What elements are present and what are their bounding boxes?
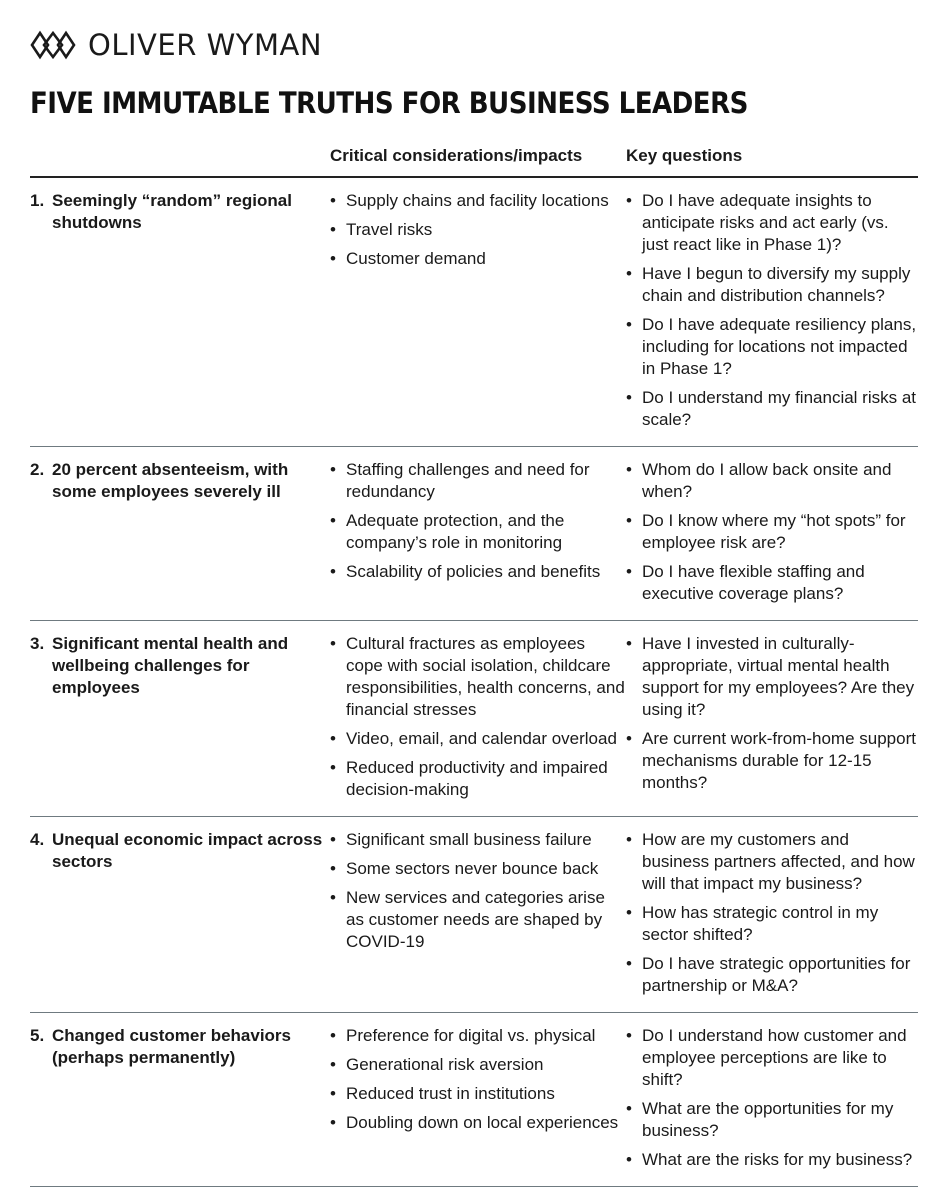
truth-number: 4. [30,830,45,849]
truth-text: Significant mental health and wellbeing challenges for employees [52,634,289,697]
truth-text: Seemingly “random” regional shutdowns [52,191,292,232]
truth-label [30,829,330,873]
truth-number: 2. [30,460,45,479]
brand-logo [30,28,322,62]
consideration-list [330,633,626,801]
question-item: • Have I begun to diversify my supply chain and distribution channels? [626,263,918,307]
consideration-item: • Reduced productivity and impaired decision-making [330,757,626,801]
consideration-list [330,829,626,953]
question-item: • Do I have flexible staffing and executive coverage plans? [626,561,918,605]
truth-label [30,1025,330,1069]
question-item: • Do I know where my “hot spots” for employee risk are? [626,510,918,554]
oliver-wyman-mark-icon [30,30,76,60]
question-cell [626,817,918,1013]
page-title: FIVE IMMUTABLE TRUTHS FOR BUSINESS LEADERS [30,86,748,120]
truths-table [30,144,918,1187]
question-item: • Whom do I allow back onsite and when? [626,459,918,503]
question-item: • Are current work-from-home support mechanisms durable for 12-15 months? [626,728,918,794]
question-item: • How are my customers and business partners affected, and how will that impact my business? [626,829,918,895]
consideration-cell [330,1013,626,1187]
column-header-questions: Key questions [626,146,743,165]
truth-cell [30,447,330,621]
consideration-item: • Generational risk aversion [330,1054,626,1076]
column-header-truth [30,144,330,177]
question-list [626,829,918,997]
table-row [30,447,918,621]
question-item: • Do I understand my financial risks at scale? [626,387,918,431]
consideration-item: • Doubling down on local experiences [330,1112,626,1134]
truth-text: Changed customer behaviors (perhaps permanently) [52,1026,292,1067]
table-row [30,621,918,817]
truth-cell [30,1013,330,1187]
truth-cell [30,817,330,1013]
question-item: • Do I have strategic opportunities for partnership or M&A? [626,953,918,997]
table-row [30,817,918,1013]
question-list [626,1025,918,1171]
question-item: • Do I understand how customer and employee perceptions are like to shift? [626,1025,918,1091]
consideration-list [330,190,626,270]
truth-label [30,459,330,503]
consideration-item: • Reduced trust in institutions [330,1083,626,1105]
truth-label [30,633,330,699]
truth-text: Unequal economic impact across sectors [52,830,323,871]
consideration-list [330,459,626,583]
logo-text: OLIVER WYMAN [88,28,323,62]
consideration-list [330,1025,626,1134]
consideration-cell [330,817,626,1013]
truth-cell [30,621,330,817]
truth-cell [30,177,330,447]
consideration-item: • New services and categories arise as customer needs are shaped by COVID-19 [330,887,626,953]
table-row [30,1013,918,1187]
truth-label [30,190,330,234]
question-cell [626,177,918,447]
consideration-item: • Travel risks [330,219,626,241]
column-header-considerations: Critical considerations/impacts [330,146,583,165]
truth-number: 1. [30,191,45,210]
consideration-item: • Supply chains and facility locations [330,190,626,212]
consideration-item: • Video, email, and calendar overload [330,728,626,750]
question-item: • Have I invested in culturally-appropriate, virtual mental health support for my employees? Are they using it? [626,633,918,721]
consideration-item: • Customer demand [330,248,626,270]
question-item: • How has strategic control in my sector shifted? [626,902,918,946]
table-body [30,177,918,1187]
consideration-item: • Adequate protection, and the company’s role in monitoring [330,510,626,554]
truth-number: 3. [30,634,45,653]
consideration-item: • Cultural fractures as employees cope with social isolation, childcare responsibilities, health concerns, and financial stresses [330,633,626,721]
question-item: • Do I have adequate insights to anticipate risks and act early (vs. just react like in Phase 1)? [626,190,918,256]
truth-number: 5. [30,1026,45,1045]
question-list [626,459,918,605]
consideration-cell [330,621,626,817]
table-header-row [30,144,918,177]
consideration-item: • Staffing challenges and need for redundancy [330,459,626,503]
table-row [30,177,918,447]
consideration-cell [330,177,626,447]
consideration-item: • Some sectors never bounce back [330,858,626,880]
question-list [626,190,918,431]
question-cell [626,447,918,621]
question-cell [626,621,918,817]
consideration-item: • Scalability of policies and benefits [330,561,626,583]
consideration-item: • Significant small business failure [330,829,626,851]
question-list [626,633,918,794]
consideration-cell [330,447,626,621]
consideration-item: • Preference for digital vs. physical [330,1025,626,1047]
question-item: • What are the risks for my business? [626,1149,918,1171]
truth-text: 20 percent absenteeism, with some employees severely ill [52,460,289,501]
question-cell [626,1013,918,1187]
question-item: • Do I have adequate resiliency plans, including for locations not impacted in Phase 1? [626,314,918,380]
question-item: • What are the opportunities for my business? [626,1098,918,1142]
